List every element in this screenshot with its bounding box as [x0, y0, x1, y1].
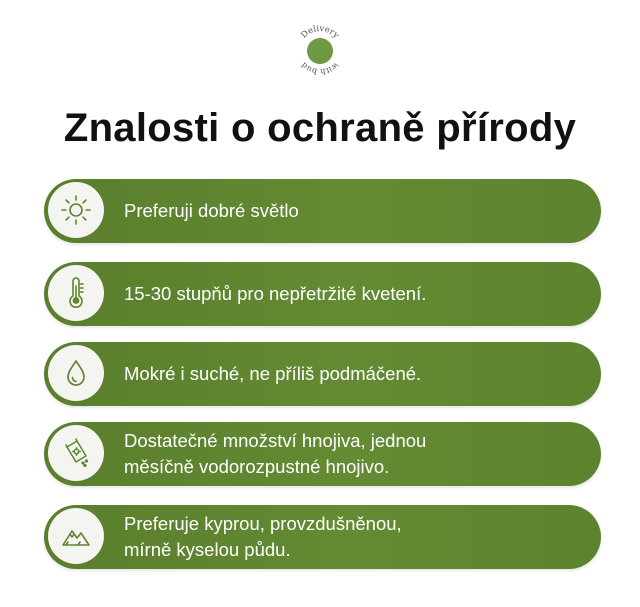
fertilizer-bag-icon: [58, 435, 94, 471]
care-tip-line: Preferuji dobré světlo: [124, 200, 299, 221]
icon-badge: [48, 182, 104, 238]
care-tip-text: [124, 505, 581, 569]
care-tip-temperature: [44, 262, 601, 326]
care-tip-line: Preferuje kyprou, provzdušněnou,: [124, 513, 402, 534]
svg-text:with bud: with bud: [299, 60, 341, 77]
thermometer-icon: [58, 275, 94, 311]
water-drop-icon: [58, 355, 94, 391]
care-tip-line: 15-30 stupňů pro nepřetržité kvetení.: [124, 283, 427, 304]
page-title: Znalosti o ochraně přírody: [63, 106, 577, 150]
care-tip-line: Mokré i suché, ne příliš podmáčené.: [124, 363, 422, 384]
care-tip-line: mírně kyselou půdu.: [124, 539, 291, 560]
care-tip-text: [124, 342, 581, 406]
icon-badge: [48, 265, 104, 321]
care-tip-line: měsíčně vodorozpustné hnojivo.: [124, 456, 390, 477]
mountain-soil-icon: [58, 518, 94, 554]
brand-logo-graphic: [291, 22, 349, 80]
care-tip-text: [124, 262, 581, 326]
care-tip-text: [124, 179, 581, 243]
sun-icon: [58, 192, 94, 228]
icon-badge: [48, 508, 104, 564]
care-tip-line: Dostatečné množství hnojiva, jednou: [124, 430, 427, 451]
care-tip-soil: [44, 505, 601, 569]
care-tip-text: [124, 422, 581, 486]
icon-badge: [48, 425, 104, 481]
brand-logo: [291, 22, 349, 80]
care-tip-fertilizer: [44, 422, 601, 486]
icon-badge: [48, 345, 104, 401]
svg-text:Delivery: Delivery: [299, 23, 341, 41]
care-tip-light: [44, 179, 601, 243]
care-tip-watering: [44, 342, 601, 406]
